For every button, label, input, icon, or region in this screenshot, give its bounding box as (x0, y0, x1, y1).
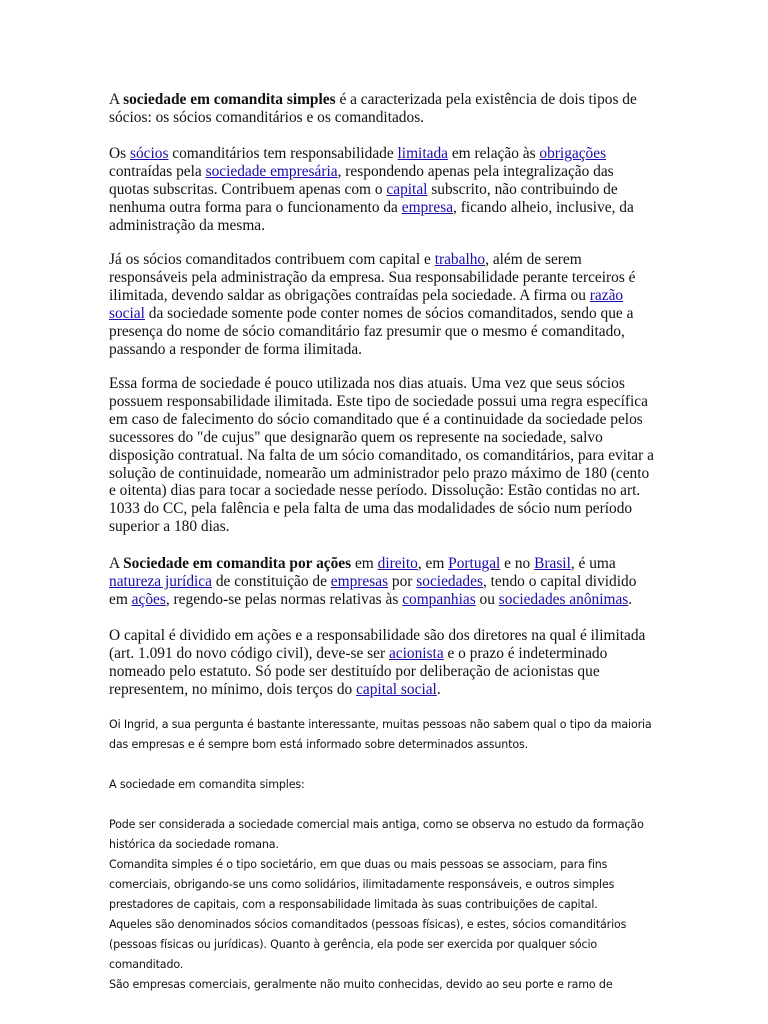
bold-term: Sociedade em comandita por ações (123, 555, 352, 572)
link-sociedades-anonimas[interactable]: sociedades anônimas (498, 590, 629, 608)
link-sociedade-empresaria[interactable]: sociedade empresária (205, 162, 338, 180)
answer-body (109, 815, 654, 995)
link-acionista[interactable]: acionista (388, 644, 444, 662)
answer-line-4: São empresas comerciais, geralmente não muito conhecidas, devido ao seu porte e ramo de (109, 978, 613, 991)
paragraph-socios-comanditados: Já os sócios comanditados contribuem com capital e trabalho, além de serem responsáveis pela administração da empresa. Sua responsabilidade perante terceiros é ilimitada, devendo saldar as obrigações contraídas pela sociedade. A firma ou razão social da sociedade somente pode conter nomes de sócios comanditados, sendo que a presença do nome de sócio comanditário faz presumir que o mesmo é comanditado, passando a responder de forma ilimitada. (109, 251, 636, 358)
link-portugal[interactable]: Portugal (448, 555, 501, 572)
link-natureza-juridica[interactable]: natureza jurídica (109, 572, 212, 590)
link-direito[interactable]: direito (377, 555, 418, 572)
link-socios[interactable]: sócios (129, 145, 169, 162)
link-razao-social[interactable]: razão social (109, 286, 624, 322)
paragraph-comandita-por-acoes: A Sociedade em comandita por ações em direito, em Portugal e no Brasil, é uma natureza jurídica de constituição de empresas por sociedades, tendo o capital dividido em ações, regendo-se pelas normas relativas às companhias ou sociedades anônimas. (109, 555, 637, 608)
answer-heading: A sociedade em comandita simples: (109, 778, 305, 791)
bold-term: sociedade em comandita simples (123, 91, 336, 108)
link-trabalho[interactable]: trabalho (434, 251, 486, 268)
link-limitada[interactable]: limitada (397, 145, 448, 162)
link-obrigacoes[interactable]: obrigações (539, 145, 607, 162)
answer-line-1: Pode ser considerada a sociedade comercial mais antiga, como se observa no estudo da formação histórica da sociedade romana. (109, 818, 644, 851)
link-sociedades[interactable]: sociedades (416, 572, 483, 590)
link-capital-social[interactable]: capital social (356, 680, 437, 698)
link-acoes[interactable]: ações (131, 590, 166, 608)
paragraph-socios-comanditarios: Os sócios comanditários tem responsabilidade limitada em relação às obrigações contraídas pela sociedade empresária, respondendo apenas pela integralização das quotas subscritas. Contribuem apenas com o capital subscrito, não contribuindo de nenhuma outra forma para o funcionamento da empresa, ficando alheio, inclusive, da administração da mesma. (109, 145, 634, 234)
answer-line-3: Aqueles são denominados sócios comanditados (pessoas físicas), e estes, sócios comanditários (pessoas físicas ou jurídicas). Quanto à gerência, ela pode ser exercida por qualquer sócio comanditado. (109, 918, 627, 971)
link-companhias[interactable]: companhias (402, 590, 476, 608)
answer-line-2: Comandita simples é o tipo societário, em que duas ou mais pessoas se associam, para fins comerciais, obrigando-se uns como solidários, ilimitadamente responsáveis, e outros simples prestadores de capitais, com a responsabilidade limitada às suas contribuições de capital. (109, 858, 615, 911)
link-capital[interactable]: capital (386, 180, 428, 198)
paragraph-capital-dividido: O capital é dividido em ações e a responsabilidade são dos diretores na qual é ilimitada (art. 1.091 do novo código civil), deve-se ser acionista e o prazo é indeterminado nomeado pelo estatuto. Só pode ser destituído por deliberação de acionistas que representem, no mínimo, dois terços do capital social. (109, 627, 646, 698)
paragraph-comandita-simples: A sociedade em comandita simples é a caracterizada pela existência de dois tipos de sócios: os sócios comanditários e os comanditados. (109, 91, 637, 126)
link-empresas[interactable]: empresas (330, 572, 389, 590)
link-brasil[interactable]: Brasil (534, 555, 571, 572)
link-empresa[interactable]: empresa (401, 198, 454, 216)
answer-intro: Oi Ingrid, a sua pergunta é bastante interessante, muitas pessoas não sabem qual o tipo da maioria das empresas e é sempre bom está informado sobre determinados assuntos. (109, 718, 652, 751)
paragraph-forma-sociedade: Essa forma de sociedade é pouco utilizada nos dias atuais. Uma vez que seus sócios possuem responsabilidade ilimitada. Este tipo de sociedade possui uma regra específica em caso de falecimento do sócio comanditado que é a continuidade da sociedade pelos sucessores do "de cujus" que designarão quem os represente na sociedade, salvo disposição contratual. Na falta de um sócio comanditado, os comanditários, para evitar a solução de continuidade, nomearão um administrador pelo prazo máximo de 180 (cento e oitenta) dias para tocar a sociedade nesse período. Dissolução: Estão contidas no art. 1033 do CC, pela falência e pela falta de uma das modalidades de sócio num período superior a 180 dias. (109, 375, 654, 536)
